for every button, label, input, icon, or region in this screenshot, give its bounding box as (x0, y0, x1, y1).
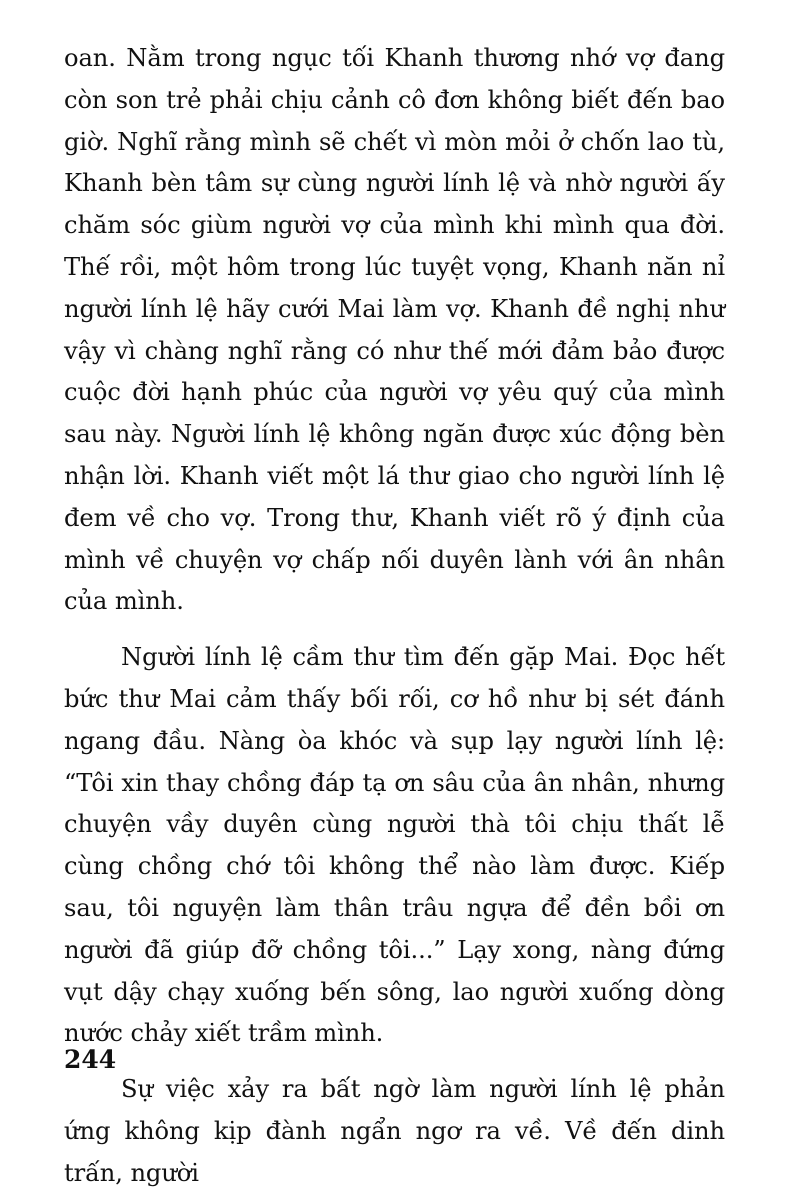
paragraph-3: Sự việc xảy ra bất ngờ làm người lính lệ phản ứng không kịp đành ngẩn ngơ ra về. Về đến dinh trấn, người (64, 1075, 725, 1187)
page-number: 244 (64, 1045, 117, 1074)
paragraph-2: Người lính lệ cầm thư tìm đến gặp Mai. Đọc hết bức thư Mai cảm thấy bối rối, cơ hồ như bị sét đánh ngang đầu. Nàng òa khóc và sụp lạy người lính lệ: “Tôi xin thay chồng đáp tạ ơn sâu của ân nhân, nhưng chuyện vầy duyên cùng người thà tôi chịu thất lễ cùng chồng chớ tôi không thể nào làm được. Kiếp sau, tôi nguyện làm thân trâu ngựa để đền bồi ơn người đã giúp đỡ chồng tôi...” Lạy xong, nàng đứng vụt dậy chạy xuống bến sông, lao người xuống dòng nước chảy xiết trầm mình. (64, 643, 725, 1048)
paragraph-1: oan. Nằm trong ngục tối Khanh thương nhớ vợ đang còn son trẻ phải chịu cảnh cô đơn không biết đến bao giờ. Nghĩ rằng mình sẽ chết vì mòn mỏi ở chốn lao tù, Khanh bèn tâm sự cùng người lính lệ và nhờ người ấy chăm sóc giùm người vợ của mình khi mình qua đời. Thế rồi, một hôm trong lúc tuyệt vọng, Khanh năn nỉ người lính lệ hãy cưới Mai làm vợ. Khanh đề nghị như vậy vì chàng nghĩ rằng có như thế mới đảm bảo được cuộc đời hạnh phúc của người vợ yêu quý của mình sau này. Người lính lệ không ngăn được xúc động bèn nhận lời. Khanh viết một lá thư giao cho người lính lệ đem về cho vợ. Trong thư, Khanh viết rõ ý định của mình về chuyện vợ chấp nối duyên lành với ân nhân của mình. (64, 44, 725, 616)
page-body (64, 38, 725, 1195)
